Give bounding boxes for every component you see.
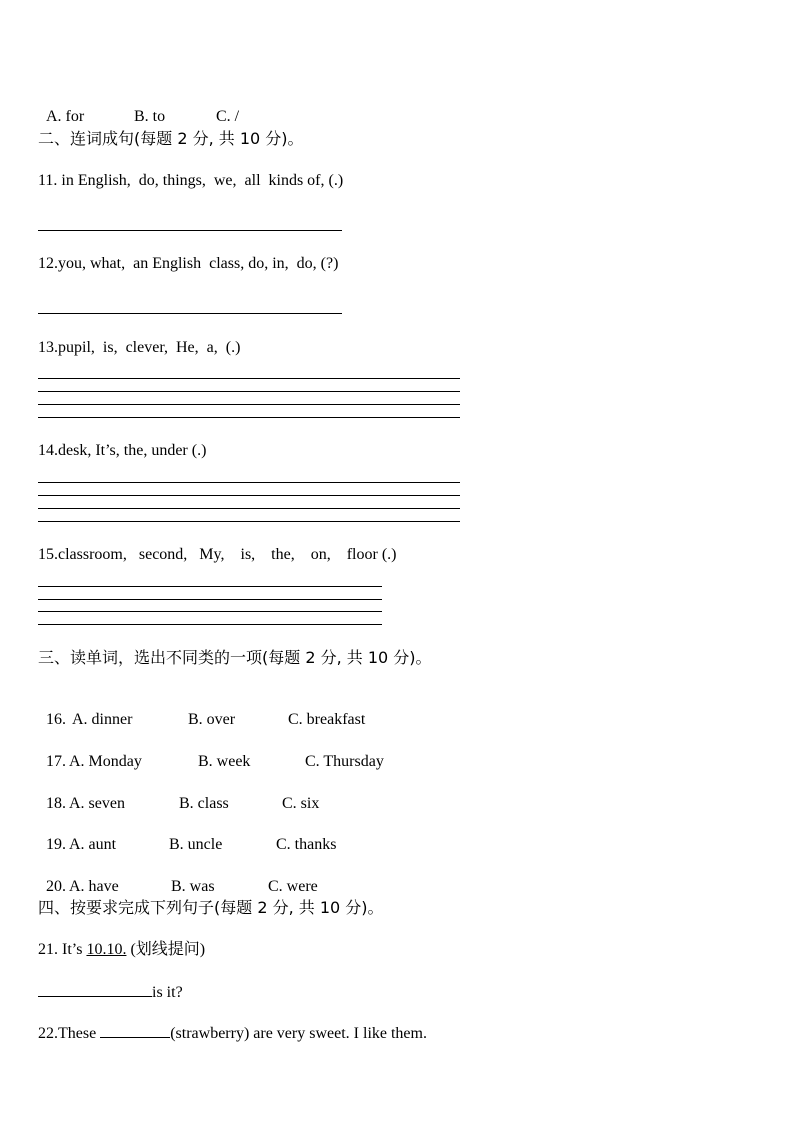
answer-line-14a: [38, 482, 460, 483]
answer-line-14c: [38, 508, 460, 509]
q17-option-c: C. Thursday: [305, 753, 384, 770]
q17-number: 17.: [46, 753, 66, 770]
q16-option-b: B. over: [188, 711, 236, 728]
q22-suffix: (strawberry) are very sweet. I like them.: [170, 1025, 427, 1042]
q21-answer-suffix: is it?: [152, 984, 183, 1001]
q22-answer-blank[interactable]: [100, 1023, 170, 1038]
question-14: 14.desk, It’s, the, under (.): [38, 442, 207, 459]
section-2-heading: 二、连词成句(每题 2 分, 共 10 分)。: [38, 129, 304, 148]
q21-underlined-time: 10.10.: [86, 941, 127, 958]
q20-option-a: A. have: [69, 878, 119, 895]
q19-number: 19.: [46, 836, 66, 853]
question-22: [38, 1023, 427, 1044]
q21-prefix: 21. It’s: [38, 941, 87, 958]
q20-option-c: C. were: [268, 878, 318, 895]
q21-instruction: (划线提问): [126, 941, 206, 958]
q10-options: [38, 87, 239, 127]
answer-line-13b: [38, 391, 460, 392]
answer-line-11: [38, 230, 342, 231]
question-15: 15.classroom, second, My, is, the, on, floor (.): [38, 546, 397, 563]
q18-option-c: C. six: [282, 795, 320, 812]
question-16: [38, 690, 365, 730]
answer-line-14b: [38, 495, 460, 496]
question-13: 13.pupil, is, clever, He, a, (.): [38, 339, 241, 356]
question-19: [38, 815, 336, 855]
q16-option-a: A. dinner: [72, 711, 133, 728]
q18-option-b: B. class: [179, 795, 229, 812]
q19-option-c: C. thanks: [276, 836, 337, 853]
q18-number: 18.: [46, 795, 66, 812]
section-4-heading: 四、按要求完成下列句子(每题 2 分, 共 10 分)。: [38, 898, 384, 917]
section-3-heading: 三、读单词，选出不同类的一项(每题 2 分, 共 10 分)。: [38, 648, 432, 667]
q17-option-a: A. Monday: [69, 753, 142, 770]
q10-option-c: C. /: [216, 108, 240, 125]
q19-option-a: A. aunt: [69, 836, 117, 853]
question-18: [38, 774, 319, 814]
q16-option-c: C. breakfast: [288, 711, 366, 728]
answer-line-14d: [38, 521, 460, 522]
question-17: [38, 732, 384, 772]
q16-number: 16.: [46, 711, 66, 728]
answer-line-13a: [38, 378, 460, 379]
question-11: 11. in English, do, things, we, all kinds of, (.): [38, 172, 344, 189]
answer-line-15a: [38, 586, 382, 587]
q18-option-a: A. seven: [69, 795, 125, 812]
question-20: [38, 857, 318, 897]
q20-number: 20.: [46, 878, 66, 895]
q17-option-b: B. week: [198, 753, 251, 770]
q10-option-b: B. to: [134, 108, 166, 125]
answer-line-12: [38, 313, 342, 314]
q20-option-b: B. was: [171, 878, 215, 895]
answer-line-13d: [38, 417, 460, 418]
answer-line-15c: [38, 611, 382, 612]
q21-answer: [38, 982, 183, 1003]
q10-option-a: A. for: [46, 108, 85, 125]
answer-line-15d: [38, 624, 382, 625]
q22-prefix: 22.These: [38, 1025, 101, 1042]
answer-line-13c: [38, 404, 460, 405]
q21-answer-blank[interactable]: [38, 982, 152, 997]
answer-line-15b: [38, 599, 382, 600]
q19-option-b: B. uncle: [169, 836, 223, 853]
question-21: [38, 940, 205, 960]
question-12: 12.you, what, an English class, do, in, do, (?): [38, 255, 339, 272]
